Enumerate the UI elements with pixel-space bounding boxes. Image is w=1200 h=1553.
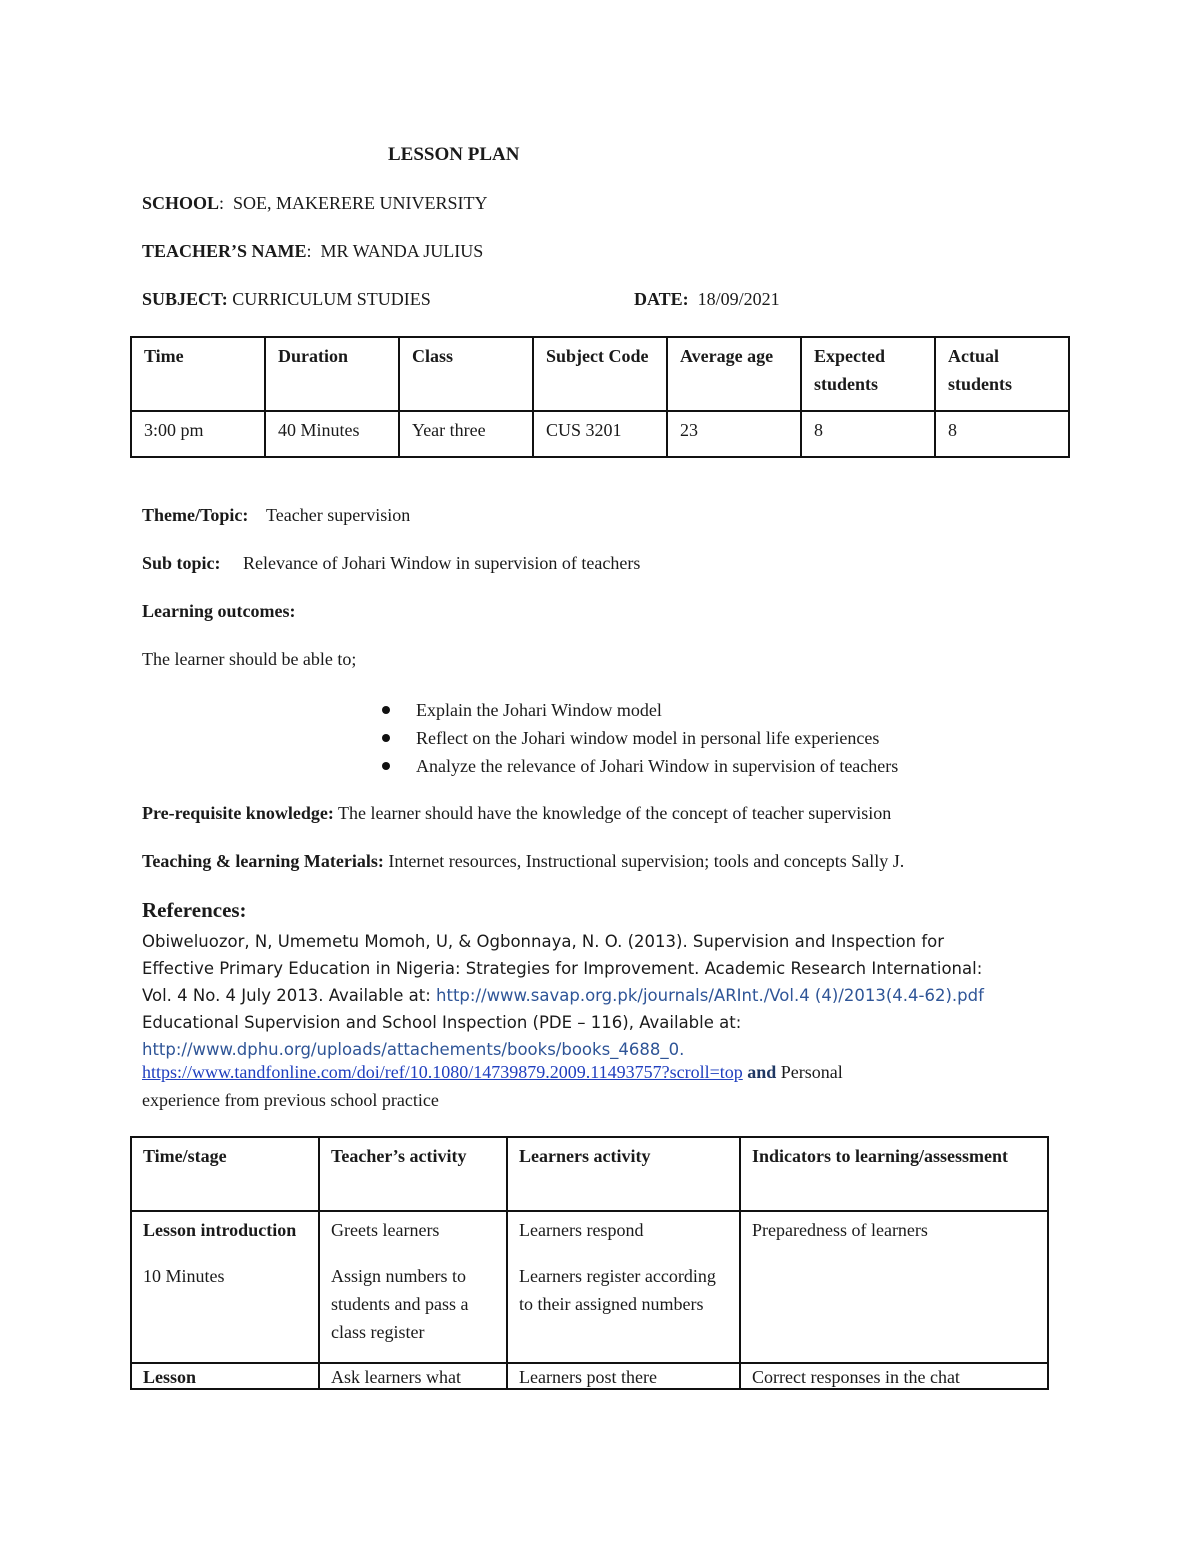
bullet-icon <box>382 762 390 770</box>
header-cell: Subject Code <box>533 337 667 411</box>
reference-line: Effective Primary Education in Nigeria: Strategies for Improvement. Academic Research International: <box>142 959 983 978</box>
school-label: SCHOOL <box>142 193 220 213</box>
table-cell: Lesson <box>131 1363 319 1389</box>
table-header-row <box>131 1137 1048 1211</box>
header-cell: Time <box>131 337 265 411</box>
materials-line <box>142 851 904 872</box>
list-item <box>380 724 898 752</box>
header-cell: Time/stage <box>131 1137 319 1211</box>
header-cell: Actual students <box>935 337 1069 411</box>
header-cell: Class <box>399 337 533 411</box>
teacher-line <box>142 241 483 262</box>
table-cell: 3:00 pm <box>131 411 265 457</box>
materials-label: Teaching & learning Materials: <box>142 851 384 871</box>
school-line <box>142 193 488 214</box>
theme-value: Teacher supervision <box>266 505 411 525</box>
learner-activity: Learners respond <box>519 1220 644 1240</box>
table-cell <box>507 1211 740 1363</box>
table-cell: Year three <box>399 411 533 457</box>
teacher-activity: Assign numbers to students and pass a class register <box>331 1266 469 1342</box>
table-header-row <box>131 337 1069 411</box>
subject-value: CURRICULUM STUDIES <box>232 289 431 309</box>
outcomes-intro: The learner should be able to; <box>142 649 357 669</box>
bullet-icon <box>382 734 390 742</box>
reference-line <box>142 982 984 1009</box>
table-row <box>131 1211 1048 1363</box>
date-value: 18/09/2021 <box>697 289 780 309</box>
reference-text: Personal <box>780 1062 843 1082</box>
header-cell: Indicators to learning/assessment <box>740 1137 1048 1211</box>
learner-activity: Learners register according to their assigned numbers <box>519 1266 716 1314</box>
header-cell: Expected students <box>801 337 935 411</box>
table-cell: Learners post there <box>507 1363 740 1389</box>
reference-line: Educational Supervision and School Inspection (PDE – 116), Available at: <box>142 1013 742 1032</box>
list-item <box>380 752 898 780</box>
reference-line: Obiweluozor, N, Umemetu Momoh, U, & Ogbonnaya, N. O. (2013). Supervision and Inspection for <box>142 932 945 951</box>
list-item-text: Analyze the relevance of Johari Window in supervision of teachers <box>416 756 899 776</box>
lesson-meta-table <box>130 336 1070 458</box>
table-cell: 8 <box>801 411 935 457</box>
reference-link-tandfonline[interactable]: https://www.tandfonline.com/doi/ref/10.1080/14739879.2009.11493757?scroll=top <box>142 1062 743 1082</box>
teacher-label: TEACHER’S NAME <box>142 241 307 261</box>
subtopic-line <box>142 553 640 574</box>
references-block <box>142 928 984 1063</box>
table-cell: Correct responses in the chat <box>740 1363 1048 1389</box>
bullet-icon <box>382 706 390 714</box>
header-cell: Average age <box>667 337 801 411</box>
stage-name: Lesson introduction <box>143 1220 297 1240</box>
table-cell: 8 <box>935 411 1069 457</box>
reference-and: and <box>747 1062 777 1082</box>
list-item <box>380 696 898 724</box>
reference-line-3 <box>142 1062 843 1083</box>
table-cell: 40 Minutes <box>265 411 399 457</box>
indicator: Preparedness of learners <box>752 1220 928 1240</box>
reference-line-4: experience from previous school practice <box>142 1090 439 1110</box>
table-cell <box>131 1211 319 1363</box>
materials-value: Internet resources, Instructional supervision; tools and concepts Sally J. <box>388 851 905 871</box>
list-item-text: Reflect on the Johari window model in personal life experiences <box>416 728 880 748</box>
subject-label: SUBJECT: <box>142 289 228 309</box>
page-title: LESSON PLAN <box>388 144 520 165</box>
header-cell: Teacher’s activity <box>319 1137 507 1211</box>
prerequisite-label: Pre-requisite knowledge: <box>142 803 334 823</box>
outcomes-list <box>380 696 898 780</box>
references-label: References: <box>142 898 247 922</box>
reference-link-dphu[interactable]: http://www.dphu.org/uploads/attachements/books/books_4688_0. <box>142 1040 685 1059</box>
table-cell: Ask learners what <box>319 1363 507 1389</box>
activity-table <box>130 1136 1049 1390</box>
reference-line <box>142 1036 984 1063</box>
reference-text: Vol. 4 No. 4 July 2013. Available at: <box>142 986 437 1005</box>
date-line <box>634 289 780 310</box>
table-cell: 23 <box>667 411 801 457</box>
table-cell <box>319 1211 507 1363</box>
theme-line <box>142 505 410 526</box>
header-cell: Duration <box>265 337 399 411</box>
table-row <box>131 1363 1048 1389</box>
stage-duration: 10 Minutes <box>143 1266 225 1286</box>
prerequisite-line <box>142 803 891 824</box>
school-value: SOE, MAKERERE UNIVERSITY <box>233 193 488 213</box>
teacher-value: MR WANDA JULIUS <box>320 241 484 261</box>
table-cell <box>740 1211 1048 1363</box>
table-cell: CUS 3201 <box>533 411 667 457</box>
subtopic-value: Relevance of Johari Window in supervision of teachers <box>243 553 641 573</box>
teacher-colon: : <box>306 241 321 261</box>
subtopic-label: Sub topic: <box>142 553 221 573</box>
reference-link-savap[interactable]: http://www.savap.org.pk/journals/ARInt./Vol.4 (4)/2013(4.4-62).pdf <box>436 986 984 1005</box>
prerequisite-value: The learner should have the knowledge of the concept of teacher supervision <box>338 803 892 823</box>
table-row <box>131 411 1069 457</box>
list-item-text: Explain the Johari Window model <box>416 700 662 720</box>
outcomes-label: Learning outcomes: <box>142 601 296 621</box>
header-cell: Learners activity <box>507 1137 740 1211</box>
theme-label: Theme/Topic: <box>142 505 249 525</box>
school-colon: : <box>219 193 234 213</box>
subject-line <box>142 289 431 310</box>
teacher-activity: Greets learners <box>331 1220 440 1240</box>
date-label: DATE: <box>634 289 689 309</box>
